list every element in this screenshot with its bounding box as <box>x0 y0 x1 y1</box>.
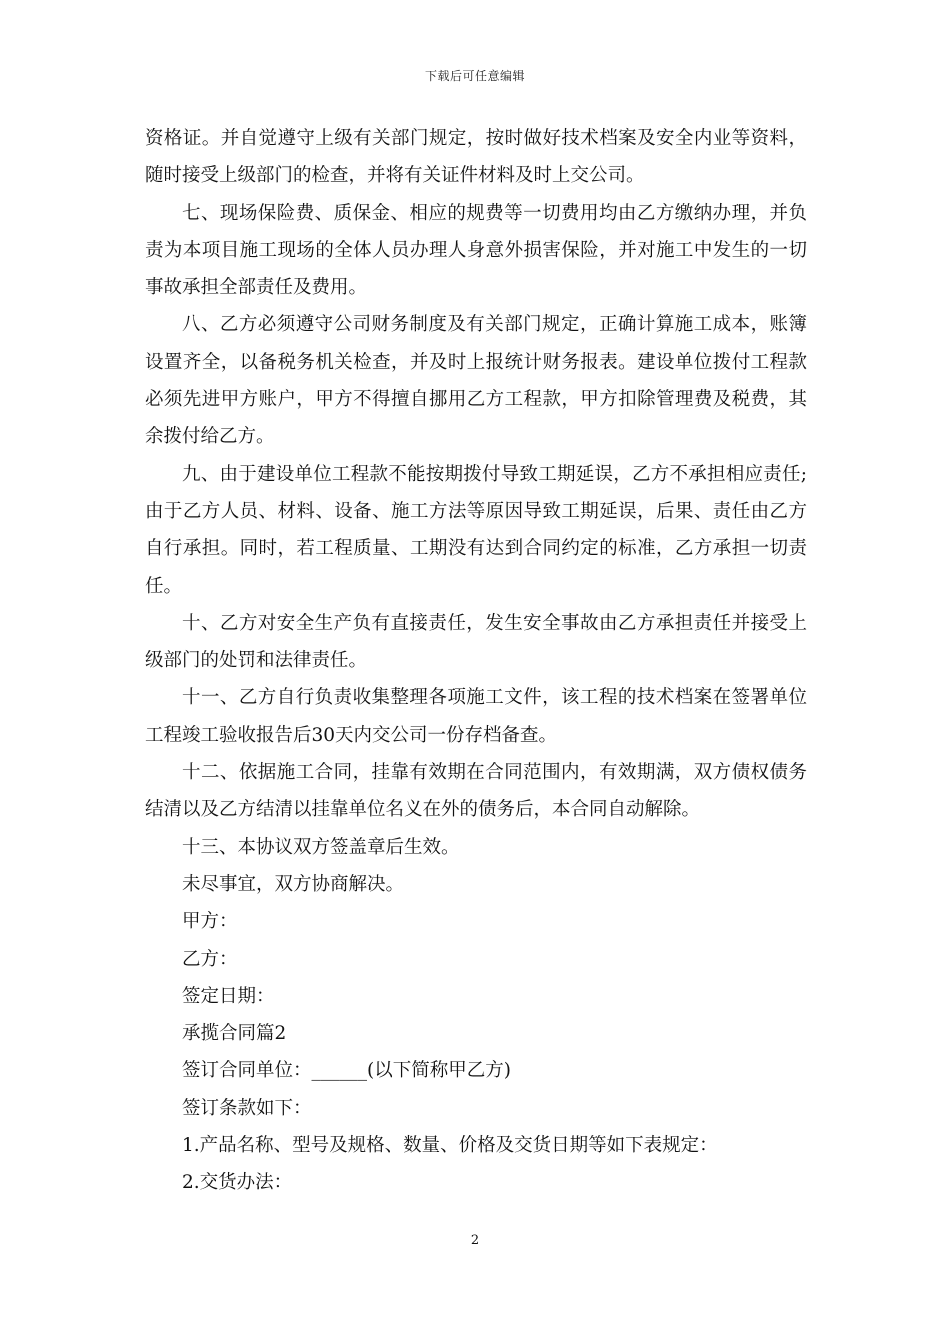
unfinished-matters-line: 未尽事宜，双方协商解决。 <box>182 873 405 895</box>
paragraph-clause-7: 七、现场保险费、质保金、相应的规费等一切费用均由乙方缴纳办理，并负责为本项目施工现场的全体人员办理人身意外损害保险，并对施工中发生的一切事故承担全部责任及费用。 <box>145 202 807 299</box>
document-body <box>145 120 807 1202</box>
party-a-line: 甲方： <box>182 911 238 933</box>
term-2-line: 2.交货办法： <box>182 1172 293 1194</box>
signing-unit-line: 签订合同单位：______(以下简称甲乙方) <box>182 1060 511 1082</box>
party-b-line: 乙方： <box>182 948 238 970</box>
term-1-line: 1.产品名称、型号及规格、数量、价格及交货日期等如下表规定： <box>182 1135 718 1157</box>
terms-intro-line: 签订条款如下： <box>182 1097 312 1119</box>
section-title: 承揽合同篇2 <box>182 1023 287 1045</box>
paragraph-continuation: 资格证。并自觉遵守上级有关部门规定，按时做好技术档案及安全内业等资料，随时接受上级部门的检查，并将有关证件材料及时上交公司。 <box>145 128 807 187</box>
page-number: 2 <box>470 1233 480 1248</box>
paragraph-clause-12: 十二、依据施工合同，挂靠有效期在合同范围内，有效期满，双方债权债务结清以及乙方结清以挂靠单位名义在外的债务后，本合同自动解除。 <box>145 762 807 821</box>
paragraph-clause-9: 九、由于建设单位工程款不能按期拨付导致工期延误，乙方不承担相应责任;由于乙方人员、材料、设备、施工方法等原因导致工期延误，后果、责任由乙方自行承担。同时，若工程质量、工期没有达到合同约定的标准，乙方承担一切责任。 <box>145 463 807 597</box>
sign-date-line: 签定日期： <box>182 985 275 1007</box>
paragraph-clause-10: 十、乙方对安全生产负有直接责任，发生安全事故由乙方承担责任并接受上级部门的处罚和法律责任。 <box>145 612 807 672</box>
paragraph-clause-11: 十一、乙方自行负责收集整理各项施工文件，该工程的技术档案在签署单位工程竣工验收报告后30天内交公司一份存档备查。 <box>145 687 807 746</box>
paragraph-clause-8: 八、乙方必须遵守公司财务制度及有关部门规定，正确计算施工成本，账簿设置齐全，以备税务机关检查，并及时上报统计财务报表。建设单位拨付工程款必须先进甲方账户，甲方不得擅自挪用乙方工程款，甲方扣除管理费及税费，其余拨付给乙方。 <box>145 314 807 448</box>
paragraph-clause-13: 十三、本协议双方签盖章后生效。 <box>182 836 460 858</box>
page-header: 下载后可任意编辑 <box>424 69 525 83</box>
